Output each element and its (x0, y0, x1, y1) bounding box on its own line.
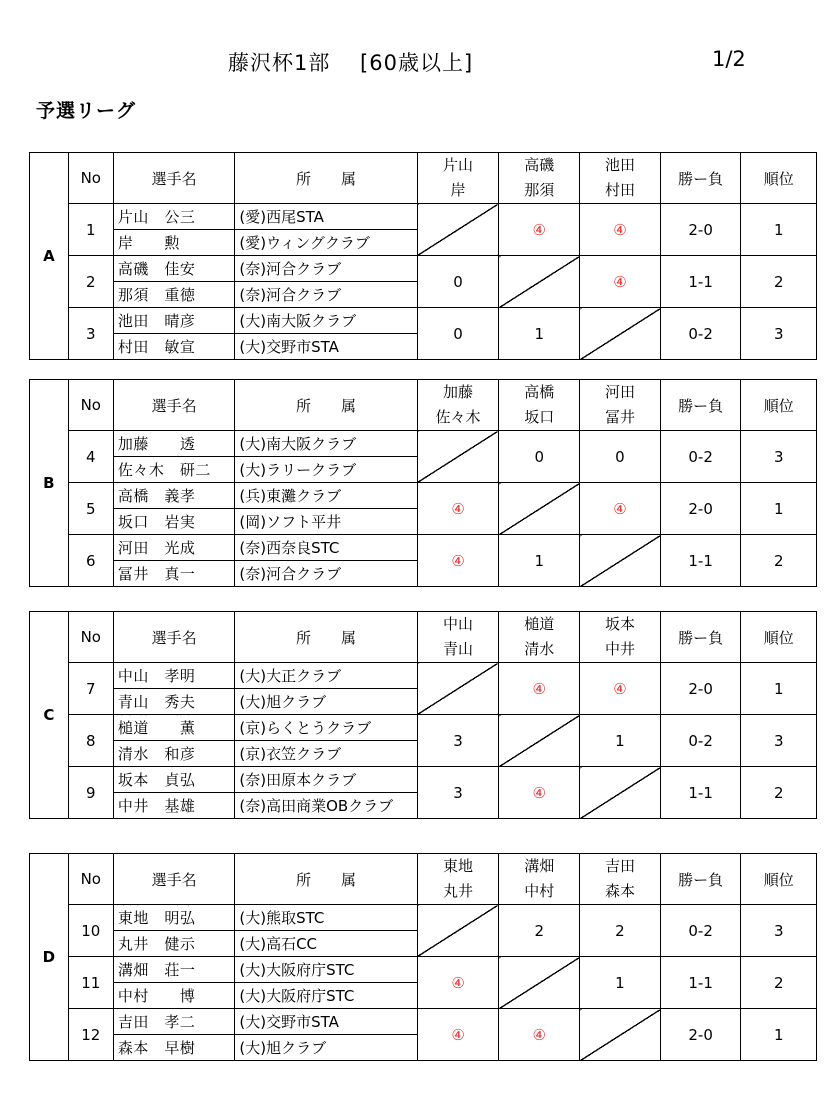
match-result: 2 (580, 905, 661, 957)
player-name (113, 308, 235, 334)
win-loss-record: 1-1 (660, 767, 741, 819)
header-opponent (417, 612, 499, 663)
table-row (30, 1009, 817, 1035)
affiliation: (奈)西奈良STC (235, 535, 417, 561)
rank: 1 (741, 1009, 817, 1061)
rank: 2 (741, 767, 817, 819)
win-loss-record: 0-2 (660, 715, 741, 767)
win-loss-record: 1-1 (660, 957, 741, 1009)
player-name (113, 983, 235, 1009)
player-name-text: 佐々木 研二 (117, 461, 211, 479)
player-name (113, 457, 235, 483)
opponent-name: 河田 (604, 383, 635, 401)
match-result: ④ (417, 957, 499, 1009)
opponent-name: 片山 (443, 156, 474, 174)
player-name-text: 冨井 真一 (117, 565, 196, 583)
header-affiliation: 所 属 (235, 612, 417, 663)
header-no: No (68, 612, 113, 663)
document-title (0, 47, 835, 81)
header-opponent (417, 380, 499, 431)
player-name-text: 坂本 貞弘 (117, 771, 196, 789)
player-name (113, 689, 235, 715)
table-row (30, 905, 817, 931)
player-name-text: 中山 孝明 (117, 667, 196, 685)
match-result: 0 (417, 256, 499, 308)
group-label: D (30, 854, 69, 1061)
affiliation: (奈)河合クラブ (235, 256, 417, 282)
self-match-cell (417, 905, 499, 957)
furigana-given (176, 905, 208, 909)
opponent-name: 岸 (450, 181, 466, 199)
player-no: 9 (68, 767, 113, 819)
tournament-title: 藤沢杯1部 [60歳以上] (228, 51, 474, 75)
self-match-cell (499, 483, 580, 535)
header-rank: 順位 (741, 612, 817, 663)
table-row (30, 767, 817, 793)
header-player: 選手名 (113, 380, 235, 431)
player-name (113, 957, 235, 983)
player-name (113, 1009, 235, 1035)
player-name (113, 204, 235, 230)
affiliation: (大)南大阪クラブ (235, 308, 417, 334)
match-result: 3 (417, 715, 499, 767)
affiliation: (大)高石CC (235, 931, 417, 957)
match-result: 0 (580, 431, 661, 483)
opponent-name: 東地 (443, 857, 474, 875)
table-row (30, 957, 817, 983)
self-match-cell (580, 535, 661, 587)
opponent-name: 村田 (604, 181, 635, 199)
player-no: 11 (68, 957, 113, 1009)
header-rank: 順位 (741, 380, 817, 431)
player-name (113, 230, 235, 256)
player-name-text: 片山 公三 (117, 208, 196, 226)
match-result: 1 (580, 715, 661, 767)
match-result: 0 (417, 308, 499, 360)
match-result: 2 (499, 905, 580, 957)
header-affiliation: 所 属 (235, 153, 417, 204)
opponent-name: 坂本 (604, 615, 635, 633)
match-result: ④ (417, 483, 499, 535)
player-name (113, 905, 235, 931)
player-name (113, 282, 235, 308)
header-player: 選手名 (113, 153, 235, 204)
player-no: 8 (68, 715, 113, 767)
rank: 3 (741, 308, 817, 360)
player-name-text: 坂口 岩実 (117, 513, 196, 531)
match-result: 3 (417, 767, 499, 819)
match-result: ④ (580, 256, 661, 308)
group-table-b (29, 379, 817, 587)
opponent-name: 森本 (604, 882, 635, 900)
header-opponent (499, 153, 580, 204)
player-name-text: 高磯 佳安 (117, 260, 196, 278)
page-number: 1/2 (712, 47, 746, 71)
affiliation: (奈)河合クラブ (235, 561, 417, 587)
player-name-text: 清水 和彦 (117, 745, 196, 763)
header-record: 勝ー負 (660, 854, 741, 905)
player-name-text: 森本 早樹 (117, 1039, 196, 1057)
header-opponent (580, 612, 661, 663)
opponent-name: 高磯 (524, 156, 555, 174)
header-opponent (499, 380, 580, 431)
win-loss-record: 2-0 (660, 483, 741, 535)
player-no: 3 (68, 308, 113, 360)
table-row (30, 204, 817, 230)
player-name (113, 741, 235, 767)
match-result: 0 (499, 431, 580, 483)
header-record: 勝ー負 (660, 612, 741, 663)
group-label: B (30, 380, 69, 587)
header-rank: 順位 (741, 153, 817, 204)
self-match-cell (499, 256, 580, 308)
affiliation: (大)大阪府庁STC (235, 957, 417, 983)
affiliation: (京)衣笠クラブ (235, 741, 417, 767)
player-name-text: 河田 光成 (117, 539, 196, 557)
rank: 1 (741, 483, 817, 535)
header-record: 勝ー負 (660, 153, 741, 204)
match-result: ④ (499, 663, 580, 715)
affiliation: (大)交野市STA (235, 334, 417, 360)
player-name-text: 丸井 健示 (117, 935, 196, 953)
player-name-text: 青山 秀夫 (117, 693, 196, 711)
player-no: 5 (68, 483, 113, 535)
affiliation: (岡)ソフト平井 (235, 509, 417, 535)
group-label: A (30, 153, 69, 360)
win-loss-record: 0-2 (660, 308, 741, 360)
win-loss-record: 1-1 (660, 535, 741, 587)
player-no: 10 (68, 905, 113, 957)
section-title: 予選リーグ (36, 100, 137, 122)
win-loss-record: 2-0 (660, 204, 741, 256)
match-result: ④ (580, 663, 661, 715)
table-row (30, 256, 817, 282)
affiliation: (大)熊取STC (235, 905, 417, 931)
self-match-cell (580, 308, 661, 360)
player-name-text: 村田 敏宣 (117, 338, 196, 356)
opponent-name: 池田 (604, 156, 635, 174)
player-name (113, 431, 235, 457)
furigana-surname (120, 905, 144, 909)
rank: 2 (741, 535, 817, 587)
table-row (30, 308, 817, 334)
rank: 1 (741, 204, 817, 256)
player-no: 12 (68, 1009, 113, 1061)
table-row (30, 715, 817, 741)
affiliation: (愛)西尾STA (235, 204, 417, 230)
table-row (30, 483, 817, 509)
header-player: 選手名 (113, 612, 235, 663)
self-match-cell (499, 957, 580, 1009)
player-name-text: 槌道 薫 (117, 719, 196, 737)
player-name (113, 1035, 235, 1061)
header-opponent (580, 380, 661, 431)
opponent-name: 中山 (443, 615, 474, 633)
player-name (113, 931, 235, 957)
affiliation: (大)旭クラブ (235, 689, 417, 715)
header-opponent (417, 153, 499, 204)
win-loss-record: 2-0 (660, 663, 741, 715)
player-name (113, 256, 235, 282)
player-name (113, 793, 235, 819)
player-no: 2 (68, 256, 113, 308)
header-affiliation: 所 属 (235, 854, 417, 905)
affiliation: (大)大正クラブ (235, 663, 417, 689)
opponent-name: 高橋 (524, 383, 555, 401)
player-name-text: 岸 勲 (117, 234, 180, 252)
group-table-c (29, 611, 817, 819)
furigana-surname (120, 715, 152, 719)
header-no: No (68, 380, 113, 431)
player-name (113, 663, 235, 689)
player-name-text: 那須 重徳 (117, 286, 196, 304)
header-record: 勝ー負 (660, 380, 741, 431)
self-match-cell (417, 663, 499, 715)
player-name (113, 561, 235, 587)
header-opponent (499, 612, 580, 663)
affiliation: (兵)東灘クラブ (235, 483, 417, 509)
affiliation: (大)南大阪クラブ (235, 431, 417, 457)
table-row (30, 663, 817, 689)
opponent-name: 冨井 (604, 408, 635, 426)
rank: 2 (741, 256, 817, 308)
affiliation: (大)大阪府庁STC (235, 983, 417, 1009)
rank: 3 (741, 905, 817, 957)
match-result: ④ (580, 483, 661, 535)
win-loss-record: 1-1 (660, 256, 741, 308)
match-result: 1 (499, 535, 580, 587)
player-no: 7 (68, 663, 113, 715)
group-label: C (30, 612, 69, 819)
group-table-d (29, 853, 817, 1061)
match-result: ④ (499, 1009, 580, 1061)
table-row (30, 535, 817, 561)
rank: 2 (741, 957, 817, 1009)
match-result: ④ (580, 204, 661, 256)
self-match-cell (580, 1009, 661, 1061)
header-no: No (68, 854, 113, 905)
rank: 3 (741, 431, 817, 483)
opponent-name: 那須 (524, 181, 555, 199)
header-affiliation: 所 属 (235, 380, 417, 431)
player-no: 1 (68, 204, 113, 256)
player-name (113, 767, 235, 793)
opponent-name: 槌道 (524, 615, 555, 633)
header-player: 選手名 (113, 854, 235, 905)
player-name-text: 吉田 孝二 (117, 1013, 196, 1031)
opponent-name: 佐々木 (435, 408, 481, 426)
player-name-text: 池田 晴彦 (117, 312, 196, 330)
rank: 1 (741, 663, 817, 715)
affiliation: (奈)河合クラブ (235, 282, 417, 308)
header-opponent (580, 153, 661, 204)
rank: 3 (741, 715, 817, 767)
player-name-text: 高橋 義孝 (117, 487, 196, 505)
opponent-name: 青山 (443, 640, 474, 658)
player-name (113, 535, 235, 561)
win-loss-record: 0-2 (660, 905, 741, 957)
player-name-text: 溝畑 荘一 (117, 961, 196, 979)
player-name-text: 中井 基雄 (117, 797, 196, 815)
header-opponent (499, 854, 580, 905)
player-name (113, 334, 235, 360)
self-match-cell (580, 767, 661, 819)
affiliation: (奈)田原本クラブ (235, 767, 417, 793)
affiliation: (大)旭クラブ (235, 1035, 417, 1061)
opponent-name: 中村 (524, 882, 555, 900)
header-rank: 順位 (741, 854, 817, 905)
affiliation: (奈)高田商業OBクラブ (235, 793, 417, 819)
table-row (30, 431, 817, 457)
opponent-name: 加藤 (443, 383, 474, 401)
match-result: 1 (580, 957, 661, 1009)
match-result: ④ (499, 767, 580, 819)
player-name-text: 加藤 透 (117, 435, 196, 453)
affiliation: (大)ラリークラブ (235, 457, 417, 483)
opponent-name: 丸井 (443, 882, 474, 900)
group-table-a (29, 152, 817, 360)
player-name (113, 715, 235, 741)
opponent-name: 清水 (524, 640, 555, 658)
header-opponent (580, 854, 661, 905)
affiliation: (愛)ウィングクラブ (235, 230, 417, 256)
match-result: ④ (417, 1009, 499, 1061)
win-loss-record: 2-0 (660, 1009, 741, 1061)
player-name-text: 中村 博 (117, 987, 196, 1005)
opponent-name: 溝畑 (524, 857, 555, 875)
player-no: 4 (68, 431, 113, 483)
player-name (113, 509, 235, 535)
self-match-cell (417, 204, 499, 256)
player-no: 6 (68, 535, 113, 587)
self-match-cell (417, 431, 499, 483)
player-name (113, 483, 235, 509)
match-result: ④ (417, 535, 499, 587)
affiliation: (京)らくとうクラブ (235, 715, 417, 741)
opponent-name: 吉田 (604, 857, 635, 875)
win-loss-record: 0-2 (660, 431, 741, 483)
opponent-name: 中井 (604, 640, 635, 658)
furigana-given (176, 715, 200, 719)
header-opponent (417, 854, 499, 905)
opponent-name: 坂口 (524, 408, 555, 426)
match-result: 1 (499, 308, 580, 360)
match-result: ④ (499, 204, 580, 256)
self-match-cell (499, 715, 580, 767)
player-name-text: 東地 明弘 (117, 909, 196, 927)
header-no: No (68, 153, 113, 204)
affiliation: (大)交野市STA (235, 1009, 417, 1035)
